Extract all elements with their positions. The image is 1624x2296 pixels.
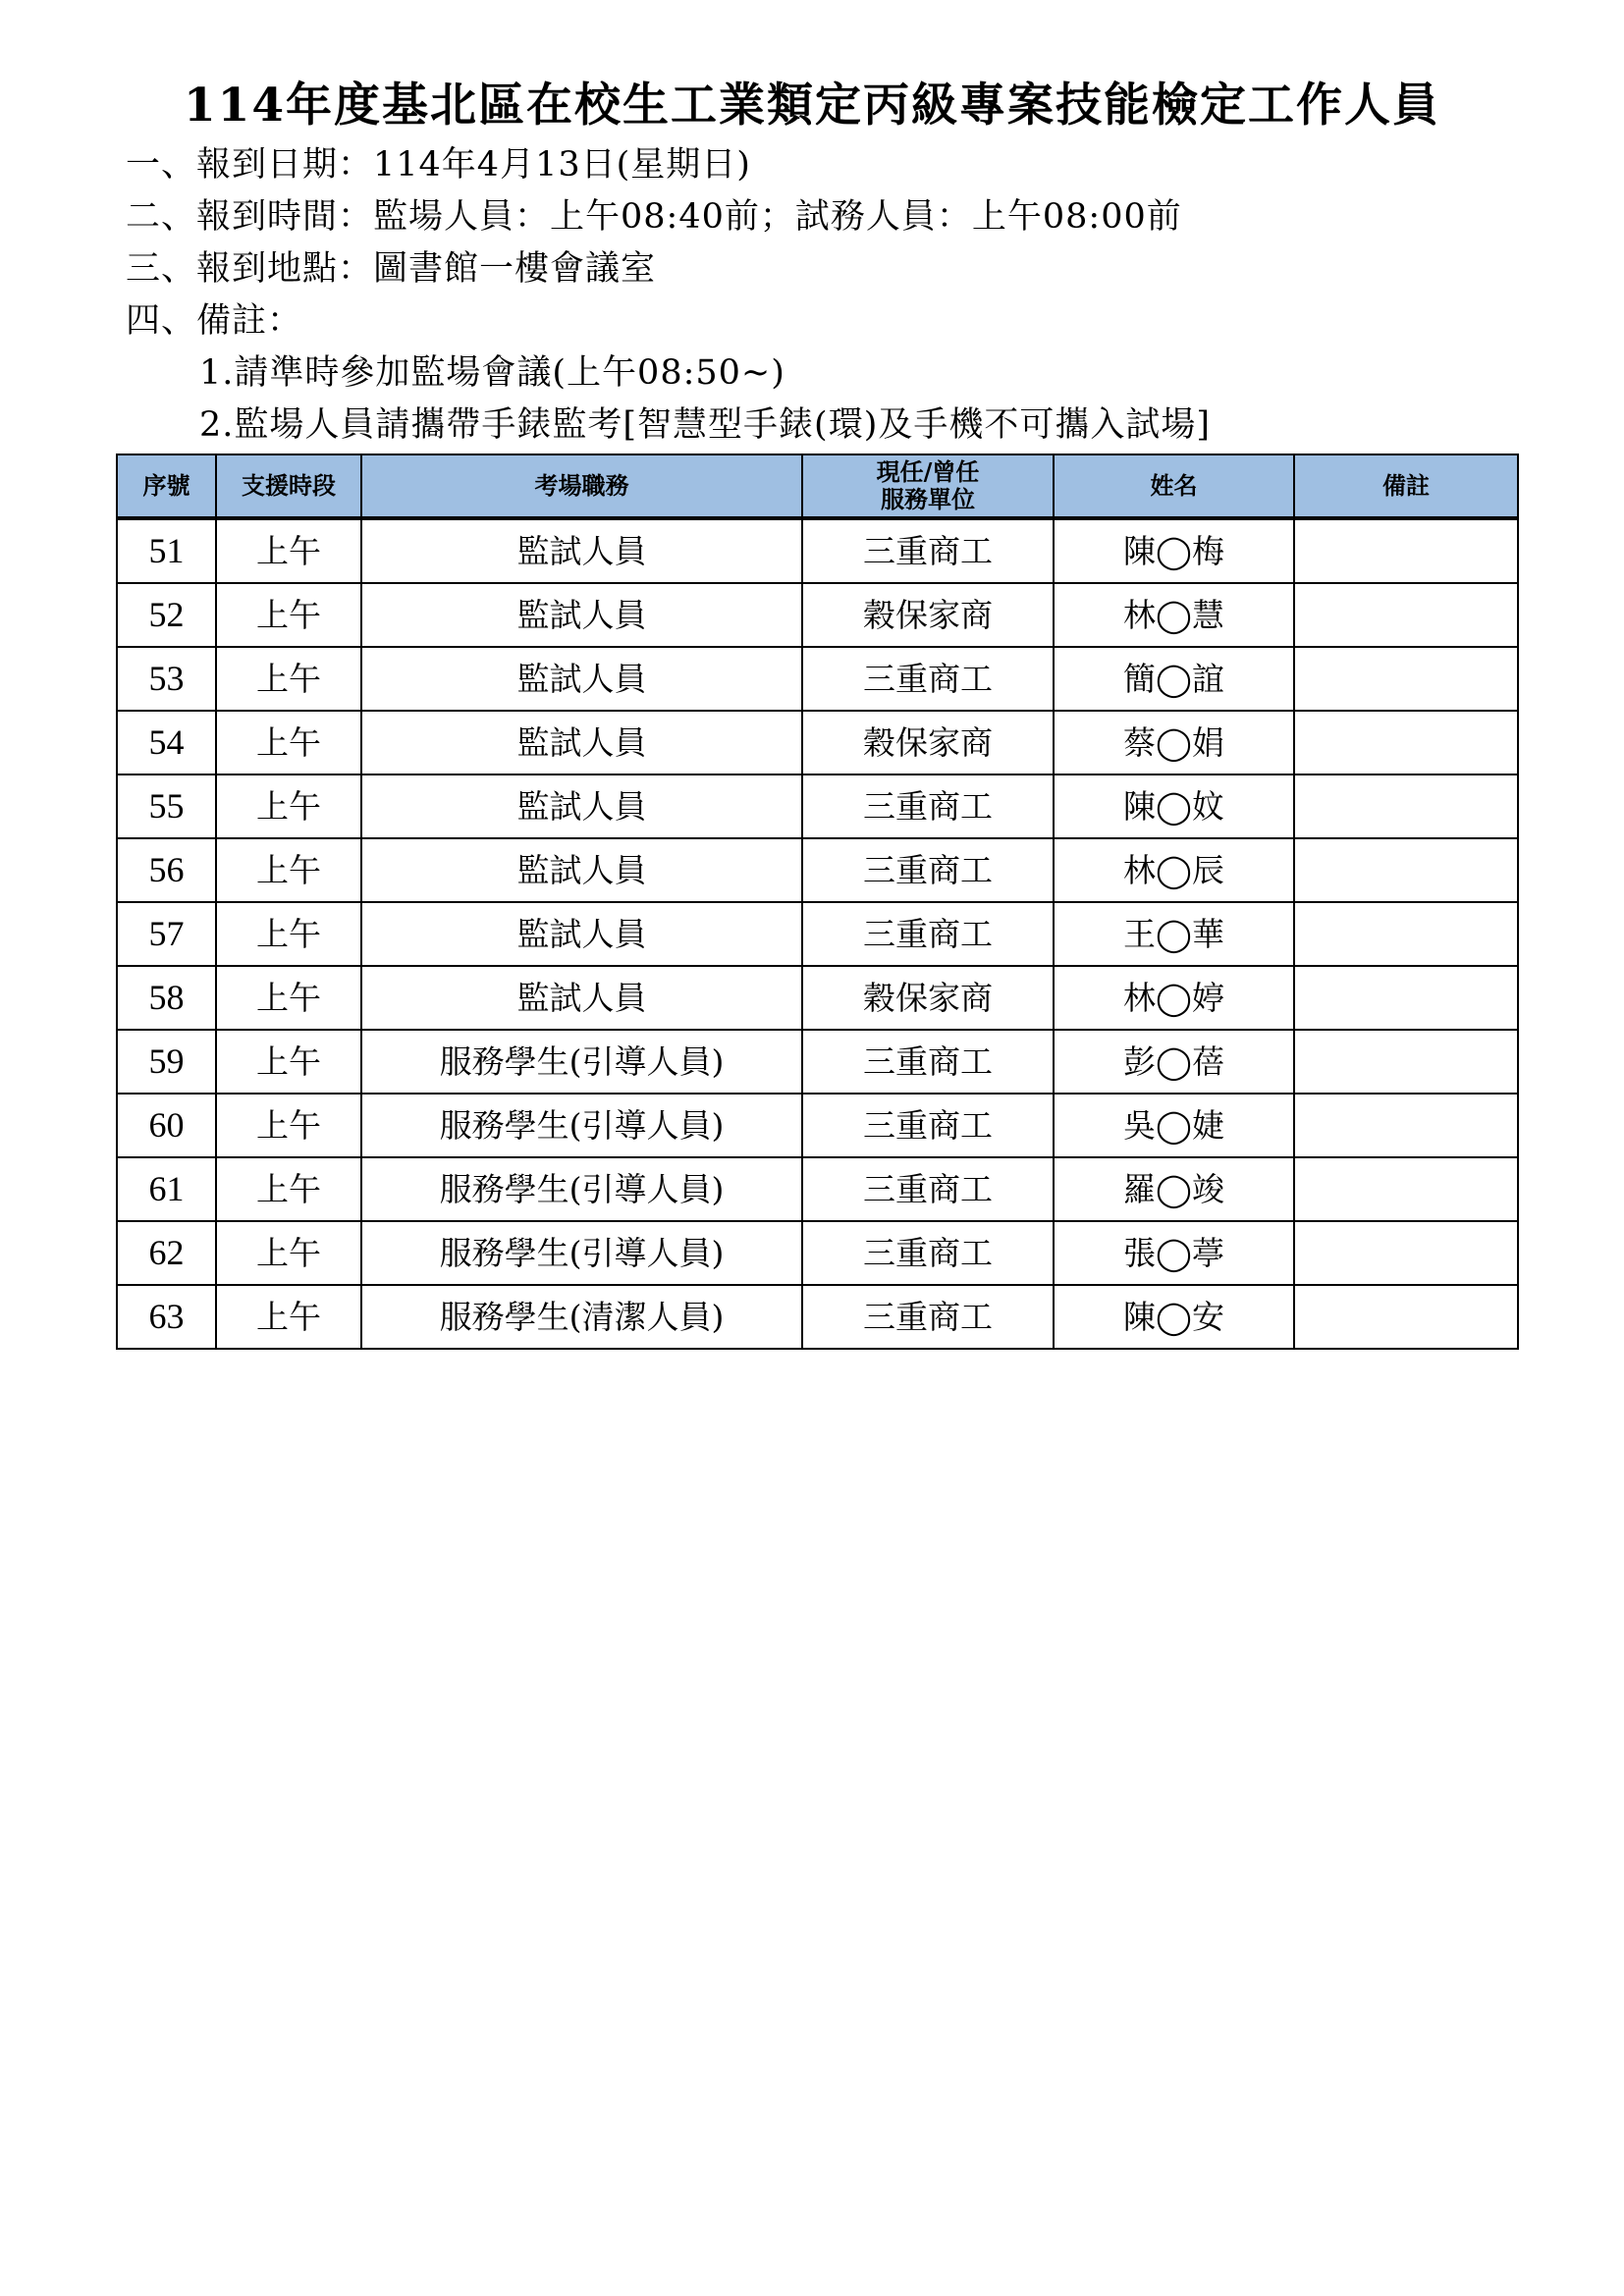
cell-remark <box>1294 902 1518 966</box>
cell-seq: 54 <box>117 711 216 774</box>
cell-remark <box>1294 774 1518 838</box>
cell-period: 上午 <box>216 711 361 774</box>
cell-name: 陳◯梅 <box>1054 518 1294 583</box>
cell-seq: 62 <box>117 1221 216 1285</box>
info-remarks-heading: 四、備註： <box>126 301 303 341</box>
cell-remark <box>1294 518 1518 583</box>
header-period: 支援時段 <box>216 454 361 518</box>
info-report-location: 三、報到地點：圖書館一樓會議室 <box>126 249 657 289</box>
cell-unit: 三重商工 <box>802 1094 1054 1157</box>
cell-period: 上午 <box>216 583 361 647</box>
cell-unit: 三重商工 <box>802 1157 1054 1221</box>
cell-duty: 監試人員 <box>361 647 802 711</box>
cell-unit: 穀保家商 <box>802 966 1054 1030</box>
cell-unit: 三重商工 <box>802 518 1054 583</box>
table-header <box>117 454 1518 518</box>
cell-unit: 穀保家商 <box>802 711 1054 774</box>
cell-unit: 三重商工 <box>802 774 1054 838</box>
cell-unit: 三重商工 <box>802 1030 1054 1094</box>
cell-seq: 56 <box>117 838 216 902</box>
cell-period: 上午 <box>216 1221 361 1285</box>
table-body <box>117 518 1518 1349</box>
cell-seq: 61 <box>117 1157 216 1221</box>
cell-unit: 三重商工 <box>802 838 1054 902</box>
table-row <box>117 518 1518 583</box>
info-report-time: 二、報到時間：監場人員：上午08:40前；試務人員：上午08:00前 <box>126 197 1182 237</box>
cell-seq: 53 <box>117 647 216 711</box>
staff-roster-table <box>116 454 1519 1350</box>
cell-name: 陳◯妏 <box>1054 774 1294 838</box>
table-row <box>117 1157 1518 1221</box>
cell-remark <box>1294 1030 1518 1094</box>
cell-period: 上午 <box>216 1157 361 1221</box>
table-row <box>117 1285 1518 1349</box>
table-row <box>117 902 1518 966</box>
cell-unit: 三重商工 <box>802 647 1054 711</box>
cell-seq: 63 <box>117 1285 216 1349</box>
cell-period: 上午 <box>216 518 361 583</box>
cell-duty: 服務學生(引導人員) <box>361 1221 802 1285</box>
cell-period: 上午 <box>216 1285 361 1349</box>
cell-remark <box>1294 1285 1518 1349</box>
cell-period: 上午 <box>216 1094 361 1157</box>
header-unit-line2: 服務單位 <box>881 485 975 513</box>
cell-period: 上午 <box>216 647 361 711</box>
cell-remark <box>1294 1094 1518 1157</box>
cell-name: 簡◯誼 <box>1054 647 1294 711</box>
cell-duty: 服務學生(引導人員) <box>361 1030 802 1094</box>
table-row <box>117 1094 1518 1157</box>
cell-name: 陳◯安 <box>1054 1285 1294 1349</box>
cell-name: 彭◯蓓 <box>1054 1030 1294 1094</box>
cell-period: 上午 <box>216 838 361 902</box>
cell-period: 上午 <box>216 1030 361 1094</box>
cell-unit: 三重商工 <box>802 1285 1054 1349</box>
table-row <box>117 711 1518 774</box>
cell-remark <box>1294 966 1518 1030</box>
header-name: 姓名 <box>1054 454 1294 518</box>
cell-duty: 服務學生(引導人員) <box>361 1157 802 1221</box>
cell-seq: 52 <box>117 583 216 647</box>
cell-duty: 監試人員 <box>361 774 802 838</box>
cell-duty: 監試人員 <box>361 838 802 902</box>
cell-remark <box>1294 1221 1518 1285</box>
header-seq: 序號 <box>117 454 216 518</box>
cell-duty: 監試人員 <box>361 711 802 774</box>
cell-remark <box>1294 711 1518 774</box>
table-row <box>117 583 1518 647</box>
document-title: 114年度基北區在校生工業類定丙級專案技能檢定工作人員 <box>183 79 1441 133</box>
table-row <box>117 647 1518 711</box>
cell-unit: 穀保家商 <box>802 583 1054 647</box>
cell-name: 林◯婷 <box>1054 966 1294 1030</box>
table-row <box>117 1221 1518 1285</box>
cell-period: 上午 <box>216 774 361 838</box>
header-duty: 考場職務 <box>361 454 802 518</box>
cell-name: 林◯辰 <box>1054 838 1294 902</box>
header-unit <box>802 454 1054 518</box>
cell-remark <box>1294 1157 1518 1221</box>
cell-duty: 服務學生(引導人員) <box>361 1094 802 1157</box>
info-note-1: 1.請準時參加監場會議(上午08:50~) <box>199 353 785 393</box>
cell-remark <box>1294 838 1518 902</box>
cell-name: 羅◯竣 <box>1054 1157 1294 1221</box>
header-remark: 備註 <box>1294 454 1518 518</box>
table-row <box>117 838 1518 902</box>
cell-duty: 監試人員 <box>361 902 802 966</box>
cell-duty: 監試人員 <box>361 583 802 647</box>
cell-name: 吳◯婕 <box>1054 1094 1294 1157</box>
cell-unit: 三重商工 <box>802 1221 1054 1285</box>
cell-seq: 51 <box>117 518 216 583</box>
table-row <box>117 774 1518 838</box>
table-row <box>117 966 1518 1030</box>
info-report-date: 一、報到日期：114年4月13日(星期日) <box>126 145 751 185</box>
info-block <box>126 139 1520 452</box>
cell-seq: 55 <box>117 774 216 838</box>
cell-duty: 服務學生(清潔人員) <box>361 1285 802 1349</box>
cell-seq: 58 <box>117 966 216 1030</box>
info-note-2: 2.監場人員請攜帶手錶監考[智慧型手錶(環)及手機不可攜入試場] <box>199 405 1212 445</box>
cell-name: 蔡◯娟 <box>1054 711 1294 774</box>
cell-seq: 59 <box>117 1030 216 1094</box>
cell-name: 張◯葶 <box>1054 1221 1294 1285</box>
cell-name: 王◯華 <box>1054 902 1294 966</box>
cell-seq: 60 <box>117 1094 216 1157</box>
cell-seq: 57 <box>117 902 216 966</box>
cell-period: 上午 <box>216 966 361 1030</box>
cell-period: 上午 <box>216 902 361 966</box>
table-row <box>117 1030 1518 1094</box>
header-unit-line1: 現任/曾任 <box>876 457 980 486</box>
cell-duty: 監試人員 <box>361 966 802 1030</box>
cell-unit: 三重商工 <box>802 902 1054 966</box>
cell-remark <box>1294 647 1518 711</box>
cell-duty: 監試人員 <box>361 518 802 583</box>
cell-name: 林◯慧 <box>1054 583 1294 647</box>
cell-remark <box>1294 583 1518 647</box>
